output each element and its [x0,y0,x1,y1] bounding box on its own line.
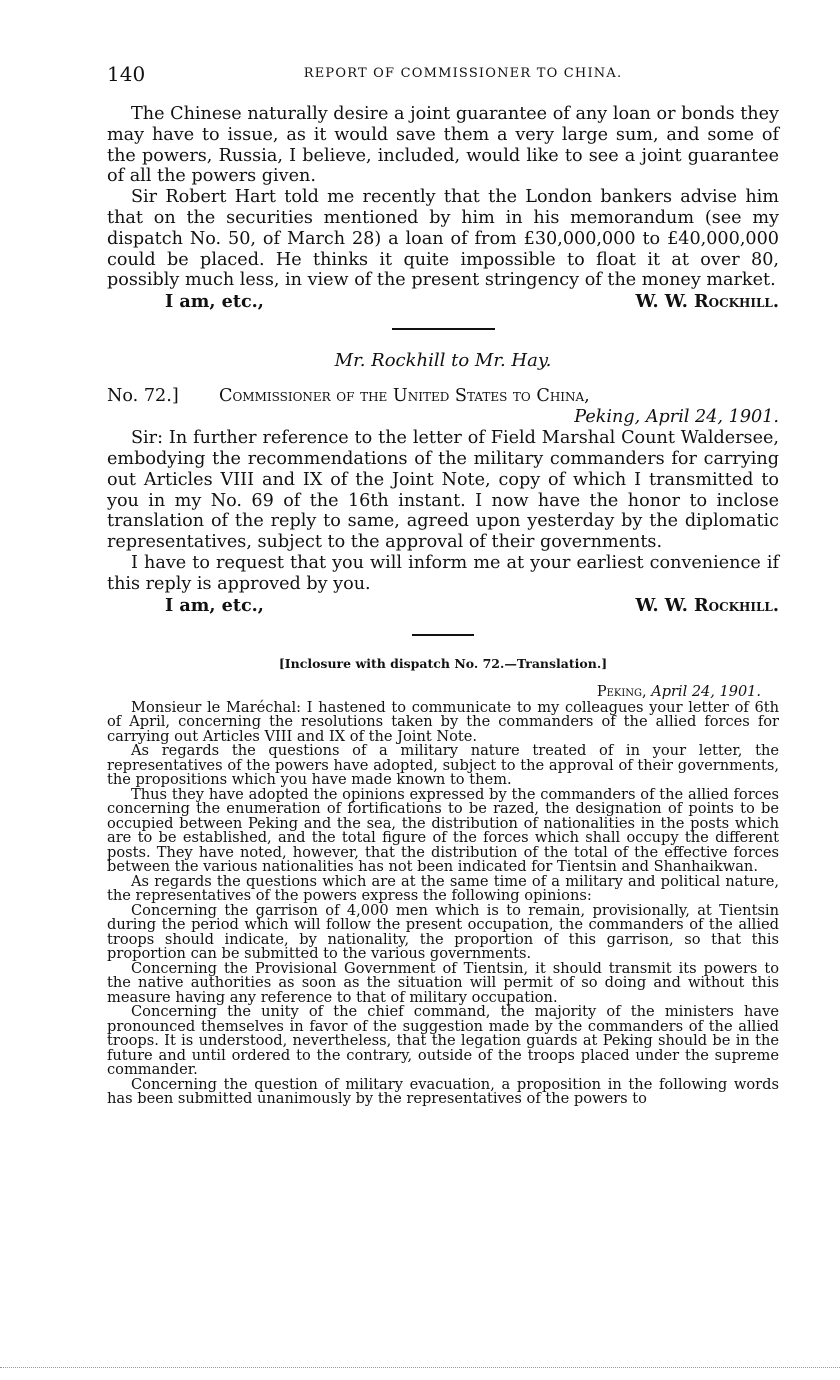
inclosure-title: [Inclosure with dispatch No. 72.—Translation.] [278,655,608,671]
letter-1-signature-row [107,291,779,312]
inclosure [107,656,779,1107]
letter-2-signature-row [107,595,779,616]
letter-2-paragraph: I have to request that you will inform me at your earliest convenience if this reply is approved by you. [107,552,779,594]
letter-1-paragraph: Sir Robert Hart told me recently that the London bankers advise him that on the securities mentioned by him in his memorandum (see my dispatch No. 50, of March 28) a loan of from £30,000,000 to £40,000,000 could be placed. He thinks it quite impossible to float it at over 80, possibly much less, in view of the present stringency of the money market. [107,187,779,291]
inclosure-paragraph: Concerning the Provisional Government of Tientsin, it should transmit its powers to the native authorities as soon as the situation will permit of so doing and without this measure having any reference to that of military occupation. [107,959,779,1006]
section-divider [392,328,495,330]
page-number: 140 [107,62,146,86]
inclosure-paragraph: Thus they have adopted the opinions expressed by the commanders of the allied forces concerning the enumeration of fortifications to be razed, the designation of points to be occupied between Peking and the sea, the distribution of nationalities in the posts which are to be established, and the total figure of the forces which shall occupy the different posts. They have noted, however, that the distribution of the total of the effective forces between the various nationalities has not been indicated for Tientsin and Shanhaikwan. [107,785,779,876]
letter-2-signature: W. W. Rockhill. [635,594,779,616]
dispatch-line [107,386,779,407]
letter-2-heading: Mr. Rockhill to Mr. Hay. [334,350,552,372]
section-divider [412,634,474,636]
page-edge [0,1367,840,1368]
letter-2 [107,350,779,615]
inclosure-paragraph: As regards the questions which are at the same time of a military and political nature, the representatives of the powers express the following opinions: [107,872,779,905]
document-page [107,58,779,1107]
inclosure-paragraph: Concerning the garrison of 4,000 men which is to remain, provisionally, at Tientsin during the period which will follow the present occupation, the commanders of the allied troops should indicate, by nationality, the proportion of this garrison, so that this proportion can be submitted to the various governments. [107,901,779,963]
dispatch-number: No. 72.] [107,386,179,407]
inclosure-place-date [107,684,779,701]
dispatch-title: Commissioner of the United States to China, [219,386,590,407]
inclosure-paragraph: As regards the questions of a military nature treated of in your letter, the representatives of the powers have adopted, subject to the approval of their governments, the propositions which you have made known to them. [107,742,779,789]
letter-2-closing: I am, etc., [165,594,264,616]
letter-1-closing: I am, etc., [165,291,264,313]
dispatch-place-date: Peking, April 24, 1901. [574,407,779,428]
inclosure-date: April 24, 1901. [651,683,761,700]
letter-1-signature: W. W. Rockhill. [635,291,779,313]
inclosure-paragraph: Concerning the unity of the chief command, the majority of the ministers have pronounced themselves in favor of the suggestion made by the commanders of the allied troops. It is understood, nevertheless, that the legation guards at Peking should be in the future and until ordered to the contrary, outside of the troops placed under the supreme commander. [107,1003,779,1079]
page-header [107,58,779,92]
inclosure-paragraph: Monsieur le Maréchal: I hastened to communicate to my colleagues your letter of 6th of April, concerning the resolutions taken by the commanders of the allied forces for carrying out Articles VIII and IX of the Joint Note. [107,698,779,745]
running-title: REPORT OF COMMISSIONER TO CHINA. [303,66,623,81]
inclosure-paragraph: Concerning the question of military evacuation, a proposition in the following words has been submitted unanimously by the representatives of the powers to [107,1075,779,1108]
letter-2-paragraph: Sir: In further reference to the letter of Field Marshal Count Waldersee, embodying the recommendations of the military commanders for carrying out Articles VIII and IX of the Joint Note, copy of which I transmitted to you in my No. 69 of the 16th instant. I now have the honor to inclose translation of the reply to same, agreed upon yesterday by the diplomatic representatives, subject to the approval of their governments. [107,428,779,553]
inclosure-place: Peking, [596,683,647,700]
letter-1-paragraph: The Chinese naturally desire a joint guarantee of any loan or bonds they may have to issue, as it would save them a very large sum, and some of the powers, Russia, I believe, included, would like to see a joint guarantee of all the powers given. [107,104,779,187]
letter-1 [107,104,779,312]
